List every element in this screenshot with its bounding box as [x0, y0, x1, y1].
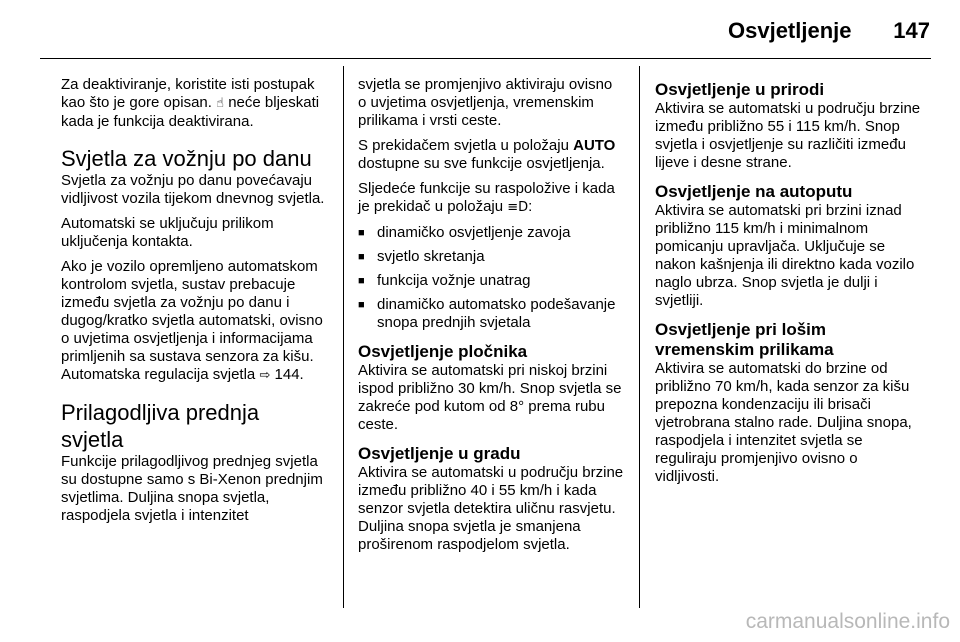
column-3 — [655, 76, 921, 493]
column-2 — [358, 76, 624, 561]
paragraph-functions-intro: Sljedeće funkcije su raspoložive i kada je prekidač u položaju ≡D: — [358, 180, 615, 215]
column-divider — [343, 66, 344, 608]
page-ref-icon: ⇨ — [259, 368, 271, 383]
paragraph-deactivation — [61, 76, 327, 131]
paragraph-text: S prekidačem svjetla u položaju — [358, 137, 569, 154]
heading-country-lighting: Osvjetljenje u prirodi — [655, 80, 825, 99]
paragraph-adaptive-cont: svjetla se promjenjivo aktiviraju ovisno o uvjetima osvjetljenja, vremenskim prilikama i vrsti ceste. — [358, 76, 613, 129]
list-item: ■ dinamičko automatsko podešavanje snopa prednjih svjetala — [358, 296, 624, 332]
paragraph-daytime-sensor — [61, 258, 327, 385]
heading-city-lighting: Osvjetljenje u gradu — [358, 444, 521, 463]
heading-daytime-lights: Svjetla za vožnju po danu — [61, 146, 312, 171]
paragraph-daytime-intro: Svjetla za vožnju po danu povećavaju vidljivost vozila tijekom dnevnog svjetla. — [61, 172, 325, 207]
list-item: ■ dinamičko osvjetljenje zavoja — [358, 224, 624, 242]
column-1 — [61, 76, 327, 532]
heading-motorway-lighting: Osvjetljenje na autoputu — [655, 182, 853, 201]
paragraph-text: Ako je vozilo opremljeno automatskom kontrolom svjetla, sustav prebacuje između svjetla za vožnju po danu i dugog/kratko svjetla automatski, ovisno o uvjetima osvjetljenja i informacijama primljenih sa sustava senzora za kišu. Automatska regulacija svjetla — [61, 258, 323, 383]
heading-adaptive-lights: Prilagodljiva prednja svjetla — [61, 400, 260, 452]
paragraph-country-lighting: Aktivira se automatski u području brzine između približno 55 i 115 km/h. Snop svjetla i osvjetljenje su različiti između lijeve i desne strane. — [655, 100, 921, 171]
function-list — [358, 224, 624, 332]
list-item: ■ funkcija vožnje unatrag — [358, 272, 624, 290]
paragraph-text: Sljedeće funkcije su raspoložive i kada je prekidač u položaju — [358, 180, 615, 215]
column-divider — [639, 66, 640, 608]
heading-town-lighting: Osvjetljenje pločnika — [358, 342, 528, 361]
paragraph-city-lighting: Aktivira se automatski u području brzine između približno 40 i 55 km/h i kada senzor svjetla detektira uličnu rasvjetu. Duljina snopa svjetla je smanjena proširenom raspodjelom svjetla. — [358, 464, 624, 553]
paragraph-auto-position — [358, 137, 624, 173]
paragraph-text: Za deaktiviranje, koristite isti postupak kao što je gore opisan. — [61, 76, 315, 111]
paragraph-town-lighting: Aktivira se automatski pri niskoj brzini ispod približno 30 km/h. Snop svjetla se zakreće pod kutom od 8° prema rubu ceste. — [358, 362, 622, 433]
paragraph-motorway-lighting: Aktivira se automatski pri brzini iznad približno 115 km/h i minimalnom pomicanju upravljača. Uključuje se nakon kašnjenja ili direktno kada vozilo naglo ubrza. Snop svjetla je dulji i svjetliji. — [655, 202, 915, 309]
watermark: carmanualsonline.info — [745, 610, 950, 633]
paragraph-text: dostupne su sve funkcije osvjetljenja. — [358, 155, 605, 172]
indicator-icon: ☝ — [216, 96, 225, 111]
paragraph-daytime-auto: Automatski se uključuju prilikom uključenja kontakta. — [61, 215, 274, 250]
list-item: ■ svjetlo skretanja — [358, 248, 624, 266]
header-rule — [40, 58, 931, 59]
paragraph-adaptive-intro: Funkcije prilagodljivog prednjeg svjetla su dostupne samo s Bi-Xenon prednjim svjetlima. Duljina snopa svjetla, raspodjela svjetla i intenzitet — [61, 453, 323, 524]
page-header-title: Osvjetljenje — [728, 18, 852, 43]
paragraph-text: neće bljeskati kada je funkcija deaktivirana. — [61, 94, 320, 130]
auto-light-icon: ≡D — [507, 200, 529, 215]
auto-keyword: AUTO — [573, 137, 616, 154]
page-ref-link[interactable]: 144. — [274, 366, 304, 383]
paragraph-weather-lighting: Aktivira se automatski do brzine od približno 70 km/h, kada senzor za kišu prepozna kondenzaciju ili brisači vjetrobrana stalno rade. Duljina snopa, raspodjela i intenzitet svjetla se reguliraju promjenjivo ovisno o vidljivosti. — [655, 360, 912, 485]
heading-weather-lighting: Osvjetljenje pri lošim vremenskim prilikama — [655, 320, 834, 359]
page-number: 147 — [893, 18, 930, 43]
